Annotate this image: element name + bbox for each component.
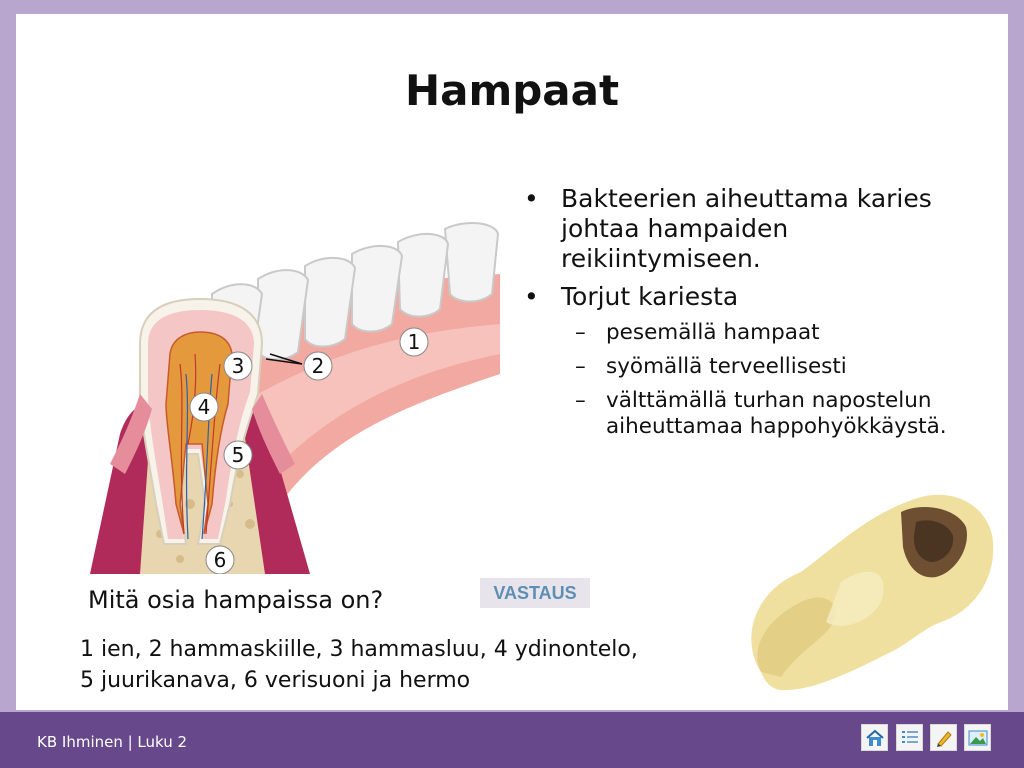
tooth-diagram	[80, 204, 520, 574]
pencil-button[interactable]	[930, 724, 957, 751]
bullet-item: • Bakteerien aiheuttama karies johtaa hampaiden reikiintymiseen.	[521, 184, 961, 274]
answer-text	[80, 634, 638, 696]
answer-button[interactable]: VASTAUS	[480, 578, 590, 608]
list-icon	[900, 728, 920, 748]
home-button[interactable]	[861, 724, 888, 751]
sub-bullet-text: välttämällä turhan napostelun aiheuttamaa happohyökkäystä.	[606, 388, 947, 439]
answer-line: 5 juurikanava, 6 verisuoni ja hermo	[80, 668, 471, 693]
footer-text: KB Ihminen | Luku 2	[37, 733, 188, 751]
image-icon	[968, 728, 988, 748]
bullet-text: Bakteerien aiheuttama karies johtaa hampaiden reikiintymiseen.	[561, 184, 932, 273]
home-icon	[865, 728, 885, 748]
bullet-text: Torjut kariesta	[561, 282, 739, 311]
label-3: 3	[231, 354, 245, 378]
bullet-list	[521, 184, 961, 448]
label-6: 6	[213, 548, 227, 572]
sub-bullet-item: – välttämällä turhan napostelun aiheuttamaa happohyökkäystä.	[575, 388, 961, 440]
sub-bullet-item: – pesemällä hampaat	[575, 320, 820, 345]
sub-bullet-text: syömällä terveellisesti	[606, 354, 847, 379]
slide	[16, 14, 1008, 710]
label-5: 5	[231, 443, 245, 467]
bullet-item: • Torjut kariesta	[524, 282, 739, 311]
label-4: 4	[197, 395, 211, 419]
label-2: 2	[311, 354, 325, 378]
slide-title: Hampaat	[404, 66, 620, 115]
sub-bullet-item: – syömällä terveellisesti	[575, 354, 847, 379]
list-button[interactable]	[896, 724, 923, 751]
sub-bullet-text: pesemällä hampaat	[606, 320, 820, 345]
footer-bar	[0, 712, 1024, 768]
decayed-tooth-photo	[721, 472, 1008, 704]
label-1: 1	[407, 330, 421, 354]
pencil-icon	[934, 728, 954, 748]
image-button[interactable]	[964, 724, 991, 751]
question-text: Mitä osia hampaissa on?	[88, 586, 384, 614]
answer-line: 1 ien, 2 hammaskiille, 3 hammasluu, 4 ydinontelo,	[80, 637, 638, 662]
